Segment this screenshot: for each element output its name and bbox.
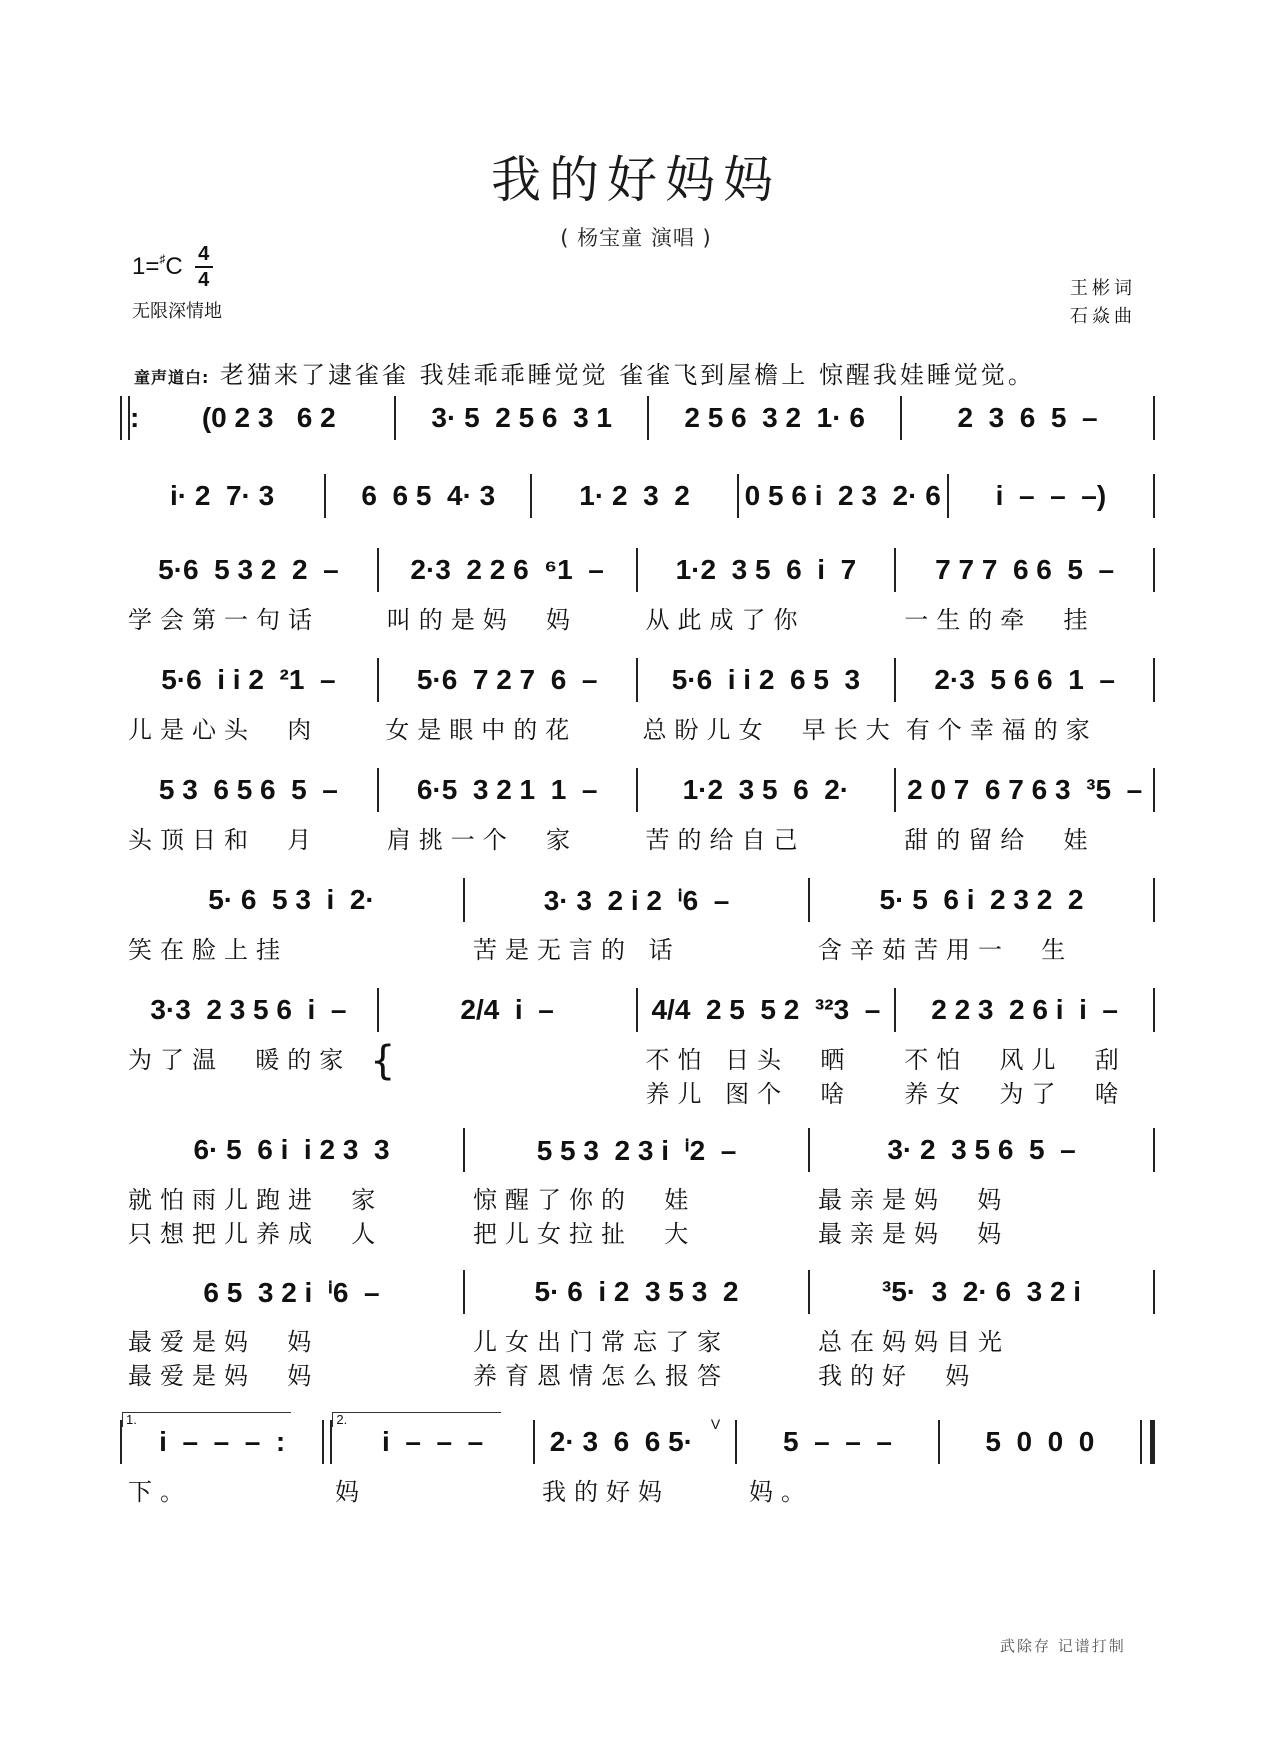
lyric: 学会第一句话 bbox=[128, 605, 320, 634]
notes-row bbox=[120, 388, 1155, 448]
repeat-dots-icon: : bbox=[130, 402, 140, 433]
dialogue-label: 童声道白: bbox=[134, 368, 210, 387]
measure: 6 5 3 2 i ⁱ6 – bbox=[203, 1276, 380, 1308]
lyric: 就怕雨儿跑进 家 bbox=[128, 1185, 384, 1214]
barline bbox=[1153, 1270, 1155, 1314]
lyrics-row bbox=[120, 820, 1155, 854]
lyric: 有个幸福的家 bbox=[905, 715, 1098, 744]
time-sig-bottom: 4 bbox=[198, 269, 210, 291]
measure: 1·2 3 5 6 2· bbox=[682, 774, 850, 805]
lyric: 儿是心头 肉 bbox=[128, 715, 320, 744]
measure: 5· 5 6 i 2 3 2 2 bbox=[879, 884, 1084, 915]
barline bbox=[1153, 768, 1155, 812]
lyric: 含辛茹苦用一 生 bbox=[818, 935, 1074, 964]
lyric: 把儿女拉扯 大 bbox=[473, 1219, 697, 1248]
lyric: 最爱是妈 妈 bbox=[128, 1361, 320, 1390]
measure: 2 3 6 5 – bbox=[957, 402, 1098, 433]
measure: 5 – – – bbox=[782, 1426, 892, 1457]
measure: i· 2 7· 3 bbox=[169, 480, 275, 511]
measure: 3· 2 3 5 6 5 – bbox=[887, 1134, 1076, 1165]
notes-row bbox=[120, 980, 1155, 1040]
composer: 石焱曲 bbox=[1070, 306, 1136, 327]
lyric: 养育恩情怎么报答 bbox=[473, 1361, 729, 1390]
measure: 2 2 3 2 6 i i – bbox=[931, 994, 1119, 1025]
measure-notes: i – – – : bbox=[159, 1426, 286, 1457]
lyric: 我的好妈 bbox=[542, 1477, 670, 1506]
lyric: 总在妈妈目光 bbox=[818, 1327, 1010, 1356]
measure: 5· 6 5 3 i 2· bbox=[208, 884, 375, 915]
lyrics-row-verse-2 bbox=[120, 1074, 1155, 1108]
notes-row bbox=[120, 760, 1155, 820]
lyrics-row bbox=[120, 930, 1155, 964]
lyric: 妈。 bbox=[749, 1477, 813, 1506]
measure: 2·3 2 2 6 ⁶1 – bbox=[410, 554, 604, 585]
lyric: 养女 为了 啥 bbox=[904, 1079, 1127, 1108]
measure: 5 3 6 5 6 5 – bbox=[158, 774, 338, 805]
barline bbox=[1153, 658, 1155, 702]
measure: 2/4 i – bbox=[460, 994, 554, 1025]
system-4 bbox=[120, 650, 1155, 744]
measure: 3· 3 2 i 2 ⁱ6 – bbox=[543, 884, 730, 916]
measure bbox=[122, 1412, 322, 1458]
measure: (0 2 3 6 2 bbox=[201, 402, 336, 433]
song-title: 我的好妈妈 bbox=[491, 151, 781, 209]
lyricist: 王彬词 bbox=[1070, 278, 1136, 299]
barline bbox=[1153, 396, 1155, 440]
lyric: 苦的给自己 bbox=[645, 825, 806, 854]
lyrics-row bbox=[120, 1040, 1155, 1074]
system-3 bbox=[120, 540, 1155, 634]
measure: 6 6 5 4· 3 bbox=[361, 480, 496, 511]
lyric: 儿女出门常忘了家 bbox=[473, 1327, 729, 1356]
key-note: C bbox=[165, 253, 183, 280]
breath-mark-icon: V bbox=[710, 1416, 721, 1432]
system-2 bbox=[120, 466, 1155, 526]
lyric: 不怕 日头 晒 bbox=[645, 1045, 853, 1074]
measure: 1·2 3 5 6 i 7 bbox=[675, 554, 857, 585]
lyric: 总盼儿女 早长大 bbox=[642, 715, 898, 744]
performer: ( 杨宝童 演唱 ) bbox=[560, 226, 712, 250]
barline bbox=[1153, 474, 1155, 518]
measure: 3· 5 2 5 6 3 1 bbox=[431, 402, 612, 433]
transcriber-credit: 武除存 记谱打制 bbox=[1000, 1637, 1126, 1655]
notes-row bbox=[120, 466, 1155, 526]
dialogue-text: 老猫来了逮雀雀 我娃乖乖睡觉觉 雀雀飞到屋檐上 惊醒我娃睡觉觉。 bbox=[220, 361, 1035, 389]
key-signature bbox=[132, 244, 213, 290]
system-5 bbox=[120, 760, 1155, 854]
lyric: 甜的留给 娃 bbox=[904, 825, 1096, 854]
measure: 0 5 6 i 2 3 2· 6 bbox=[744, 480, 941, 511]
system-7 bbox=[120, 980, 1155, 1108]
lyric: 下。 bbox=[128, 1477, 192, 1506]
measure: 1· 2 3 2 bbox=[579, 480, 690, 511]
lyric: 从此成了你 bbox=[645, 605, 806, 634]
time-sig-divider bbox=[195, 266, 213, 268]
key-prefix: 1= bbox=[132, 253, 160, 280]
tempo-marking: 无限深情地 bbox=[132, 301, 222, 322]
system-9 bbox=[120, 1262, 1155, 1390]
measure: 5·6 i i 2 6 5 3 bbox=[671, 664, 861, 695]
measure: 6· 5 6 i i 2 3 3 bbox=[193, 1134, 390, 1165]
lyrics-row bbox=[120, 1180, 1155, 1214]
lyric: 只想把儿养成 人 bbox=[128, 1219, 384, 1248]
lyric: 养儿 图个 啥 bbox=[645, 1079, 853, 1108]
lyric: 为了温 暖的家 bbox=[128, 1045, 352, 1074]
sharp-icon: ♯ bbox=[159, 252, 166, 266]
lyric: 最爱是妈 妈 bbox=[128, 1327, 320, 1356]
lyric: 一生的牵 挂 bbox=[904, 605, 1096, 634]
barline bbox=[1153, 988, 1155, 1032]
verse-brace-icon: { bbox=[370, 1038, 396, 1084]
notes-row bbox=[120, 650, 1155, 710]
lyric: 惊醒了你的 娃 bbox=[473, 1185, 697, 1214]
lyrics-row-verse-2 bbox=[120, 1214, 1155, 1248]
time-signature bbox=[195, 244, 213, 290]
measure: 5 0 0 0 bbox=[985, 1426, 1095, 1457]
credits bbox=[1070, 275, 1136, 331]
dialogue bbox=[134, 355, 1035, 390]
lyric: 最亲是妈 妈 bbox=[818, 1219, 1010, 1248]
lyric: 不怕 风儿 刮 bbox=[904, 1045, 1127, 1074]
lyrics-row bbox=[120, 710, 1155, 744]
lyrics-row bbox=[120, 1322, 1155, 1356]
lyric: 我的好 妈 bbox=[818, 1361, 978, 1390]
lyrics-row bbox=[120, 1472, 1155, 1506]
final-barline bbox=[1140, 1420, 1155, 1464]
measure: 5· 6 i 2 3 5 3 2 bbox=[534, 1276, 739, 1307]
lyric: 肩挑一个 家 bbox=[386, 825, 579, 854]
system-1 bbox=[120, 388, 1155, 448]
volta-2: 2. bbox=[332, 1412, 501, 1427]
measure: 3·3 2 3 5 6 i – bbox=[150, 994, 347, 1025]
measure bbox=[332, 1412, 532, 1458]
measure bbox=[535, 1416, 735, 1458]
barline bbox=[1153, 548, 1155, 592]
notes-row bbox=[120, 870, 1155, 930]
system-6 bbox=[120, 870, 1155, 964]
repeat-start-barline bbox=[120, 396, 130, 440]
time-sig-top: 4 bbox=[198, 243, 210, 265]
notes-row bbox=[120, 1262, 1155, 1322]
measure: 7 7 7 6 6 5 – bbox=[935, 554, 1115, 585]
lyric: 最亲是妈 妈 bbox=[818, 1185, 1010, 1214]
lyric: 笑在脸上挂 bbox=[128, 935, 288, 964]
measure: 2·3 5 6 6 1 – bbox=[934, 664, 1115, 695]
measure-notes: i – – – bbox=[382, 1426, 484, 1457]
measure: 5·6 7 2 7 6 – bbox=[416, 664, 598, 695]
system-8 bbox=[120, 1120, 1155, 1248]
barline bbox=[1153, 1128, 1155, 1172]
notes-row bbox=[120, 540, 1155, 600]
lyric: 女是眼中的花 bbox=[385, 715, 578, 744]
measure: 5 5 3 2 3 i ⁱ2 – bbox=[536, 1134, 737, 1166]
measure-notes: 2· 3 6 6 5· bbox=[549, 1426, 693, 1457]
lyrics-row bbox=[120, 600, 1155, 634]
measure: 4/4 2 5 5 2 ³²3 – bbox=[651, 994, 881, 1025]
repeat-end-barline bbox=[322, 1420, 332, 1464]
lyric: 妈 bbox=[335, 1477, 367, 1506]
lyrics-row-verse-2 bbox=[120, 1356, 1155, 1390]
barline bbox=[1153, 878, 1155, 922]
volta-1: 1. bbox=[122, 1412, 291, 1427]
measure: ³5· 3 2· 6 3 2 i bbox=[881, 1276, 1082, 1307]
lyric: 叫的是妈 妈 bbox=[386, 605, 579, 634]
system-10 bbox=[120, 1412, 1155, 1506]
lyric: 头顶日和 月 bbox=[128, 825, 320, 854]
measure: i – – –) bbox=[995, 480, 1107, 511]
measure: 2 5 6 3 2 1· 6 bbox=[684, 402, 865, 433]
measure: 5·6 i i 2 ²1 – bbox=[161, 664, 336, 695]
measure: 5·6 5 3 2 2 – bbox=[158, 554, 339, 585]
notes-row bbox=[120, 1412, 1155, 1472]
measure: 2 0 7 6 7 6 3 ³5 – bbox=[907, 774, 1143, 805]
notes-row bbox=[120, 1120, 1155, 1180]
lyric: 苦是无言的 话 bbox=[473, 935, 681, 964]
measure: 6·5 3 2 1 1 – bbox=[416, 774, 598, 805]
